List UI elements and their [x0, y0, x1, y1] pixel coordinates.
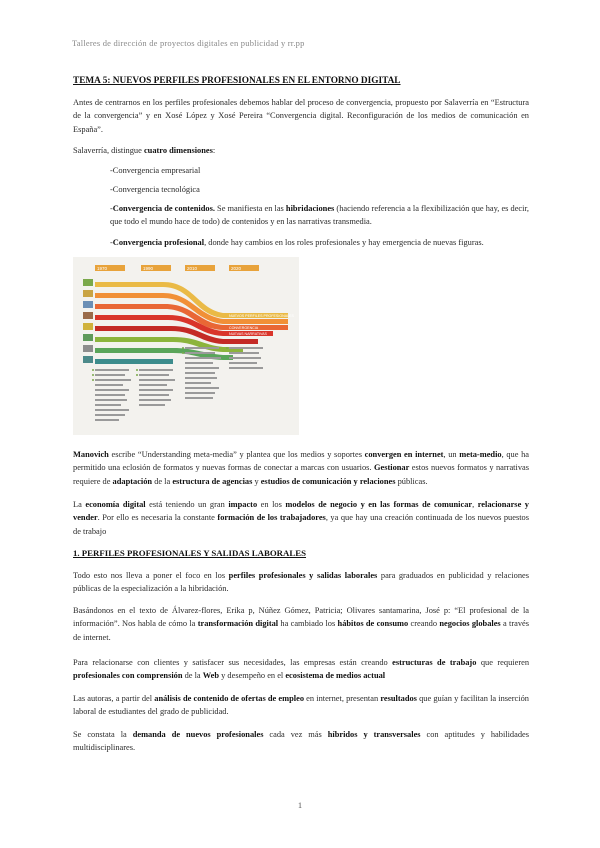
- band-label: CONVERGENCIA: [229, 326, 259, 330]
- economy-paragraph: La economía digital está teniendo un gran impacto en los modelos de negocio y en las formas de comunicar, relacionarse y vender. Por ello es necesaria la constante formación de los trabajadores, ya que hay una creación continuada de los nuevos puestos de trabajo: [73, 500, 529, 536]
- list-item: -Convergencia profesional, donde hay cambios en los roles profesionales y hay emergencia de nuevas figuras.: [110, 238, 484, 247]
- page-header: Talleres de dirección de proyectos digitales en publicidad y rr.pp: [72, 38, 305, 48]
- year-label: 2020: [231, 266, 242, 271]
- body-paragraph: Basándonos en el texto de Álvarez-flores, Erika p, Núñez Gómez, Patricia; Olivares santamarina, José p: “El profesional de la información”. Nos habla de cómo la transformación digital ha cambiado los hábitos de consumo creando negocios globales a través de internet.: [73, 606, 529, 642]
- body-paragraph: Todo esto nos lleva a poner el foco en los perfiles profesionales y salidas laborales para graduados en publicidad y relaciones públicas de la especialización a la hibridación.: [73, 571, 529, 594]
- list-item: -Convergencia tecnológica: [110, 185, 200, 194]
- body-paragraph: Se constata la demanda de nuevos profesionales cada vez más híbridos y transversales con aptitudes y habilidades multidisciplinares.: [73, 730, 529, 753]
- intro-paragraph: Antes de centrarnos en los perfiles profesionales debemos hablar del proceso de convergencia, propuesto por Salaverría en “Estructura de la convergencia” y en Xosé López y Xosé Pereira “Convergencia digital. Reconfiguración de los medios de comunicación en España”.: [73, 98, 529, 134]
- page-number: 1: [297, 800, 303, 810]
- body-paragraph: Las autoras, a partir del análisis de contenido de ofertas de empleo en internet, presentan resultados que guían y facilitan la inserción laboral de estudiantes del grado de publicidad.: [73, 694, 529, 717]
- body-paragraph: Para relacionarse con clientes y satisfacer sus necesidades, las empresas están creando estructuras de trabajo que requieren profesionales con comprensión de la Web y desempeño en el ecosistema de medios actual: [73, 658, 530, 681]
- list-item: -Convergencia empresarial: [110, 166, 201, 175]
- dimensions-intro: Salaverría, distingue cuatro dimensiones:: [73, 146, 216, 155]
- list-item: -Convergencia de contenidos. Se manifiesta en las hibridaciones (haciendo referencia a la flexibilización que hay, es decir, que todo el mundo hace de todo) de contenidos y en las narrativas transmedia.: [110, 204, 530, 227]
- year-label: 1970: [97, 266, 108, 271]
- year-label: 1990: [143, 266, 154, 271]
- band-label: NUEVAS NARRATIVAS: [229, 332, 267, 336]
- infographic-image: [73, 257, 299, 435]
- page-title: TEMA 5: NUEVOS PERFILES PROFESIONALES EN EL ENTORNO DIGITAL: [73, 76, 401, 86]
- convergence-infographic: [73, 257, 299, 435]
- manovich-paragraph: Manovich escribe “Understanding meta-media” y plantea que los medios y soportes convergen en internet, un meta-medio, que ha permitido una eclosión de formatos y nuevas formas de conectar a marcas con usuarios. Gestionar estos nuevos formatos y narrativas requiere de adaptación de la estructura de agencias y estudios de comunicación y relaciones públicas.: [73, 450, 530, 486]
- section-heading: 1. PERFILES PROFESIONALES Y SALIDAS LABORALES: [73, 548, 307, 558]
- band-label: NUEVOS PERFILES PROFESIONALES: [229, 314, 294, 318]
- year-label: 2010: [187, 266, 198, 271]
